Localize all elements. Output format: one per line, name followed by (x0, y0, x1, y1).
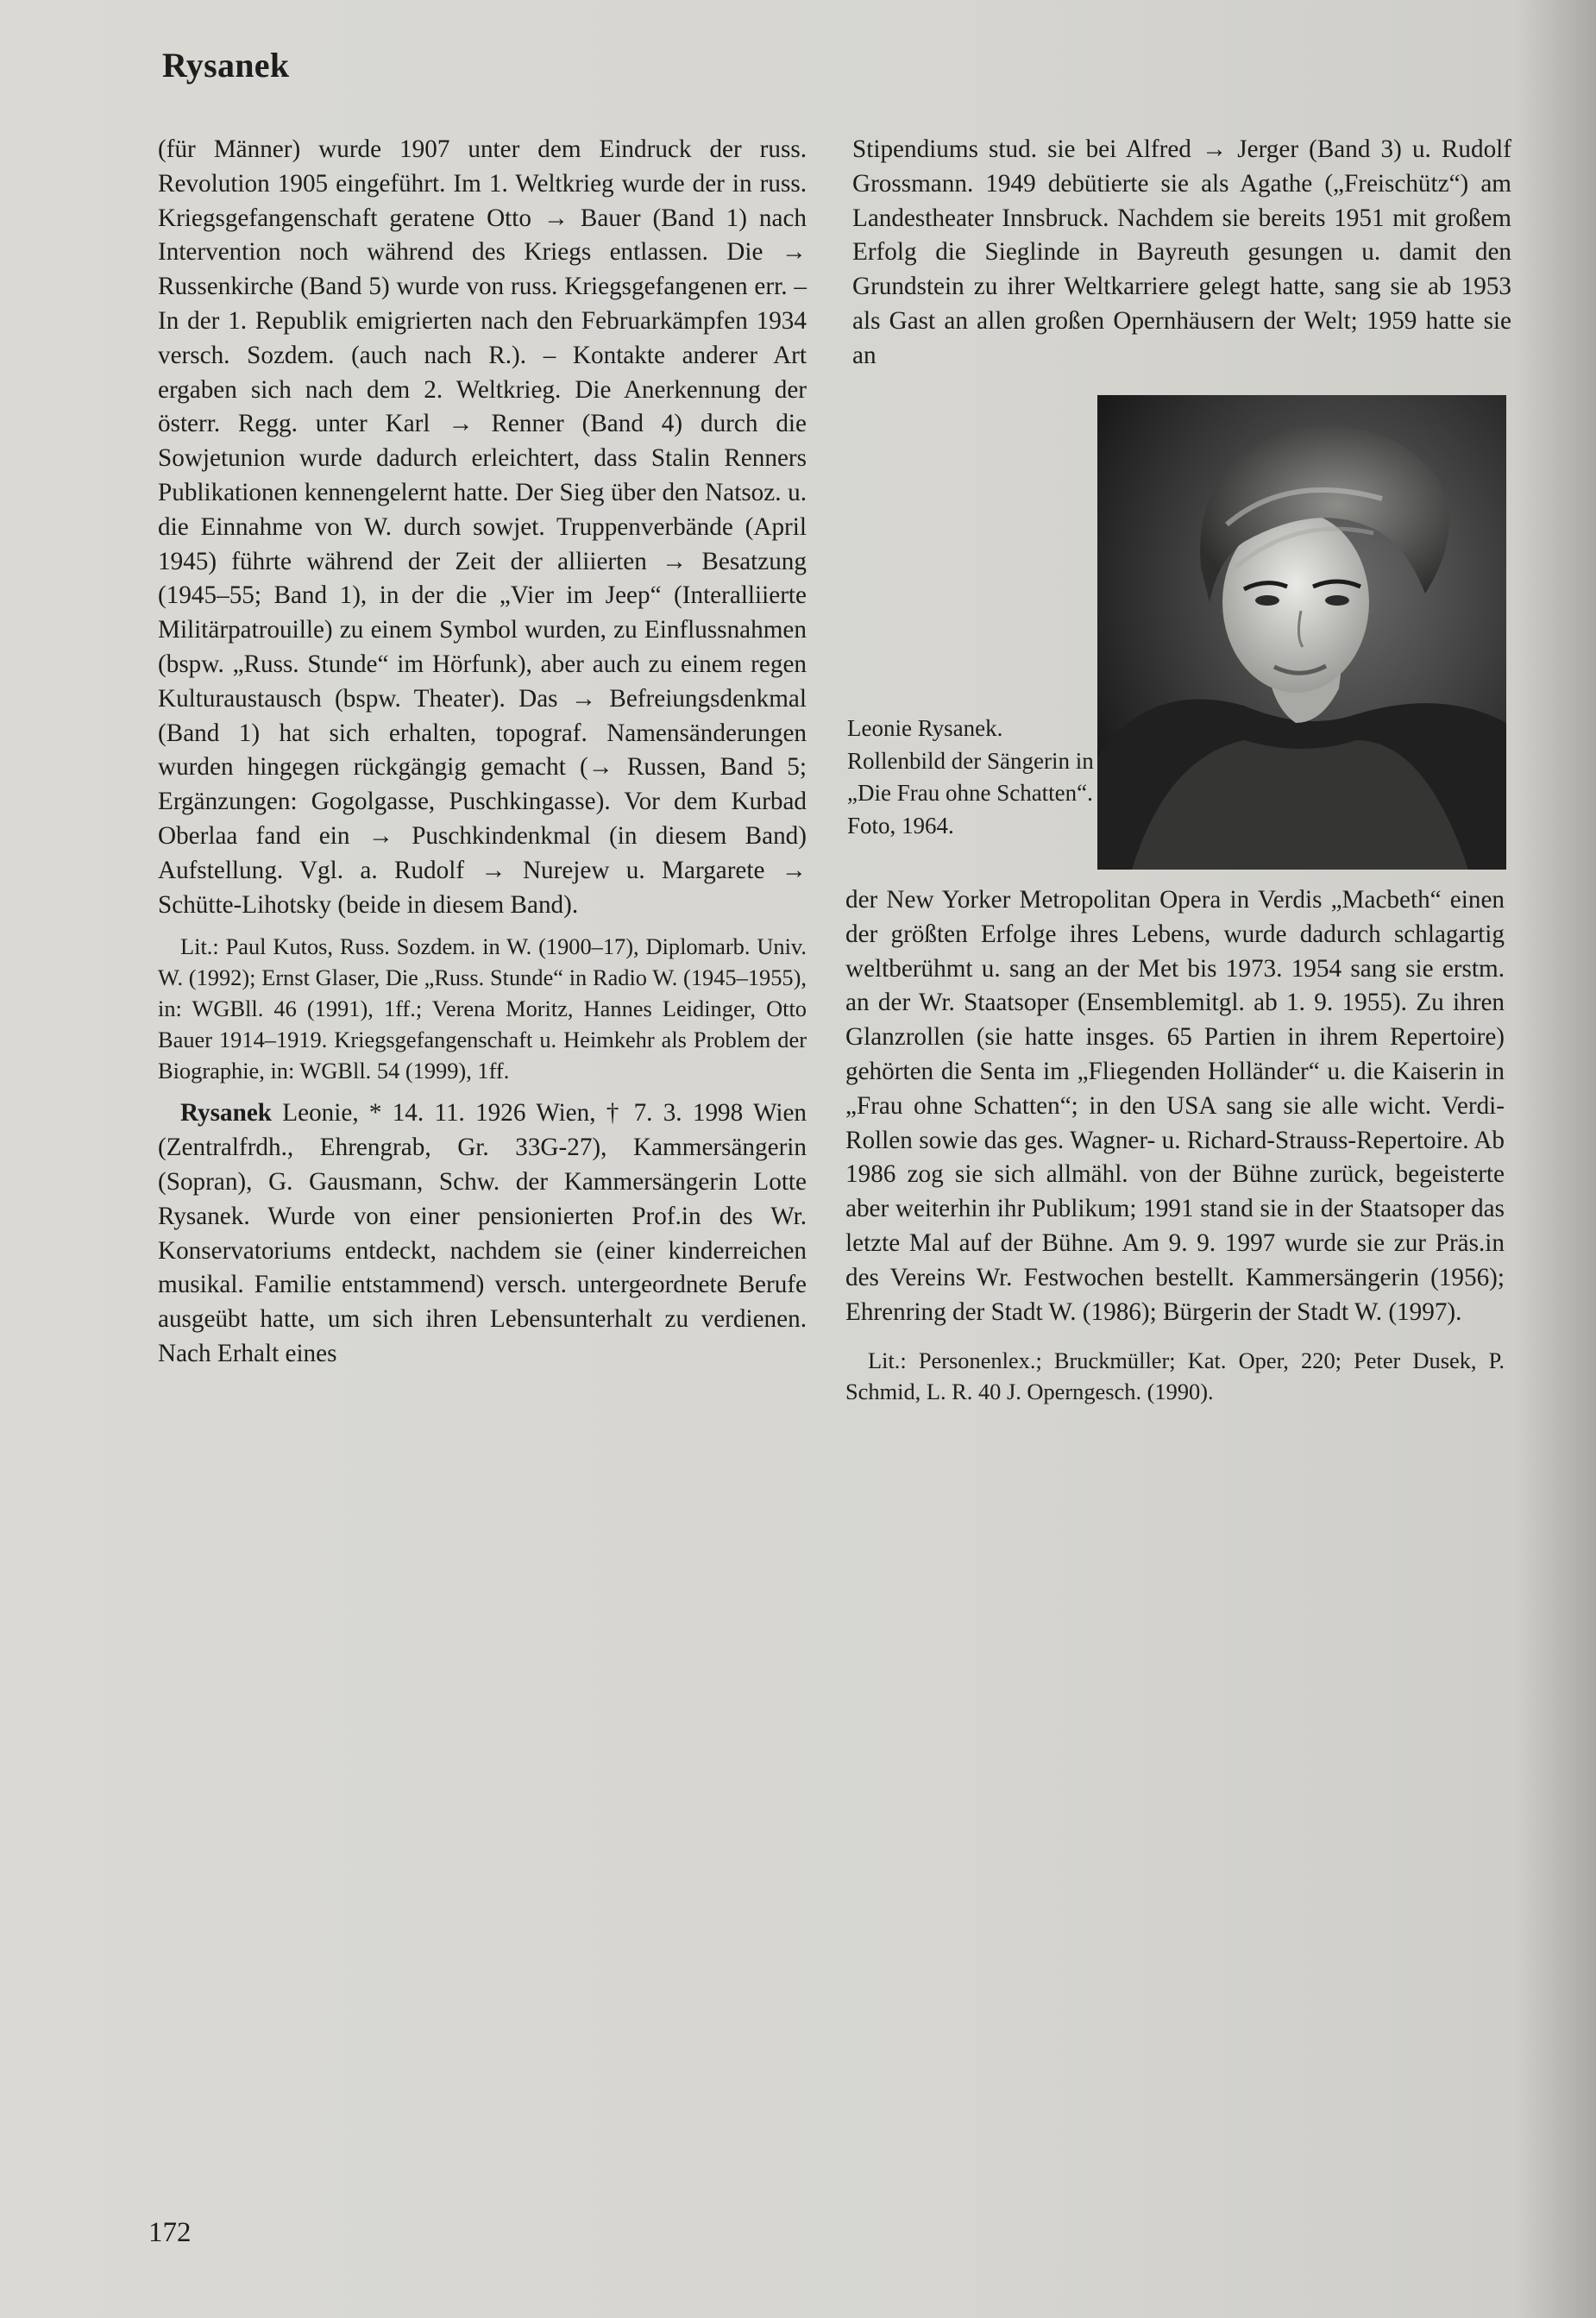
right-column-bottom (845, 883, 1505, 1407)
entry-headword: Rysanek (180, 1099, 273, 1128)
entry-paragraph (158, 1096, 807, 1371)
article-paragraph: Stipendiums stud. sie bei Alfred → Jerger (Band 3) u. Rudolf Grossmann. 1949 debütierte sie als Agathe („Freischütz“) am Landestheater Innsbruck. Nachdem sie bereits 1951 mit großem Erfolg die Sieglinde in Bayreuth gesungen u. damit den Grundstein zu ihrer Weltkarriere gelegt hatte, sang sie ab 1953 als Gast an allen großen Opernhäusern der Welt; 1959 hatte sie an (852, 135, 1511, 369)
portrait-photo (1097, 395, 1506, 870)
page-number: 172 (148, 2217, 192, 2248)
photo-caption: Leonie Rysanek. Rollenbild der Sängerin in „Die Frau ohne Schatten“. Foto, 1964. (847, 715, 1094, 839)
right-column-top (852, 133, 1511, 374)
article-paragraph: der New Yorker Metropolitan Opera in Verdis „Macbeth“ einen der größten Erfolge ihres Lebens, wurde dadurch schlagartig weltberühmt u. sang an der Met bis 1973. 1954 sang sie erstm. an der Wr. Staatsoper (Ensemblemitgl. ab 1. 9. 1955). Zu ihren Glanzrollen (sie hatte insges. 65 Partien in ihrem Repertoire) gehörten die Senta im „Fliegenden Holländer“ u. die Kaiserin in „Frau ohne Schatten“; in den USA sang sie alle wicht. Verdi-Rollen sowie das ges. Wagner- u. Richard-Strauss-Repertoire. Ab 1986 zog sie sich allmähl. von der Bühne zurück, begeisterte aber weiterhin ihr Publikum; 1991 stand sie in der Staatsoper das letzte Mal auf der Bühne. Am 9. 9. 1997 wurde sie zur Präs.in des Vereins Wr. Festwochen bestellt. Kammersängerin (1956); Ehrenring der Stadt W. (1986); Bürgerin der Stadt W. (1997). (845, 886, 1505, 1326)
left-column (158, 133, 807, 1372)
page-title: Rysanek (162, 46, 290, 85)
literature-reference: Lit.: Paul Kutos, Russ. Sozdem. in W. (1900–17), Diplomarb. Univ. W. (1992); Ernst Glaser, Die „Russ. Stunde“ in Radio W. (1945–1955), in: WGBll. 46 (1991), 1ff.; Verena Moritz, Hannes Leidinger, Otto Bauer 1914–1919. Kriegsgefangenschaft u. Heimkehr als Problem der Biographie, in: WGBll. 54 (1999), 1ff. (158, 933, 807, 1084)
article-paragraph: (für Männer) wurde 1907 unter dem Eindruck der russ. Revolution 1905 eingeführt. Im 1. Weltkrieg wurde der in russ. Kriegsgefangenschaft geratene Otto → Bauer (Band 1) nach Intervention noch während des Kriegs entlassen. Die → Russenkirche (Band 5) wurde von russ. Kriegsgefangenen err. – In der 1. Republik emigrierten nach den Februarkämpfen 1934 versch. Sozdem. (auch nach R.). – Kontakte anderer Art ergaben sich nach dem 2. Weltkrieg. Die Anerkennung der österr. Regg. unter Karl → Renner (Band 4) durch die Sowjetunion wurde dadurch erleichtert, dass Stalin Renners Publikationen kennengelernt hatte. Der Sieg über den Natsoz. u. die Einnahme von W. durch sowjet. Truppenverbände (April 1945) führte während der Zeit der alliierten → Besatzung (1945–55; Band 1), in der die „Vier im Jeep“ (Interalliierte Militärpatrouille) zu einem Symbol wurden, zu Einflussnahmen (bspw. „Russ. Stunde“ im Hörfunk), aber auch zu einem regen Kulturaustausch (bspw. Theater). Das → Befreiungsdenkmal (Band 1) hat sich erhalten, topograf. Namensänderungen wurden hingegen rückgängig gemacht (→ Russen, Band 5; Ergänzungen: Gogolgasse, Puschkingasse). Vor dem Kurbad Oberlaa fand ein → Puschkindenkmal (in diesem Band) Aufstellung. Vgl. a. Rudolf → Nurejew u. Margarete → Schütte-Lihotsky (beide in diesem Band). (158, 135, 807, 919)
portrait-photo-icon (1097, 395, 1506, 870)
literature-reference: Lit.: Personenlex.; Bruckmüller; Kat. Oper, 220; Peter Dusek, P. Schmid, L. R. 40 J. Operngesch. (1990). (845, 1347, 1505, 1405)
entry-text: Leonie, * 14. 11. 1926 Wien, † 7. 3. 1998 Wien (Zentralfrdh., Ehrengrab, Gr. 33G-27), Kammersängerin (Sopran), G. Gausmann, Schw. der Kammersängerin Lotte Rysanek. Wurde von einer pensionierten Prof.in des Wr. Konservatoriums entdeckt, nachdem sie (einer kinderreichen musikal. Familie entstammend) versch. untergeordnete Berufe ausgeübt hatte, um sich ihren Lebensunterhalt zu verdienen. Nach Erhalt eines (158, 1099, 807, 1367)
